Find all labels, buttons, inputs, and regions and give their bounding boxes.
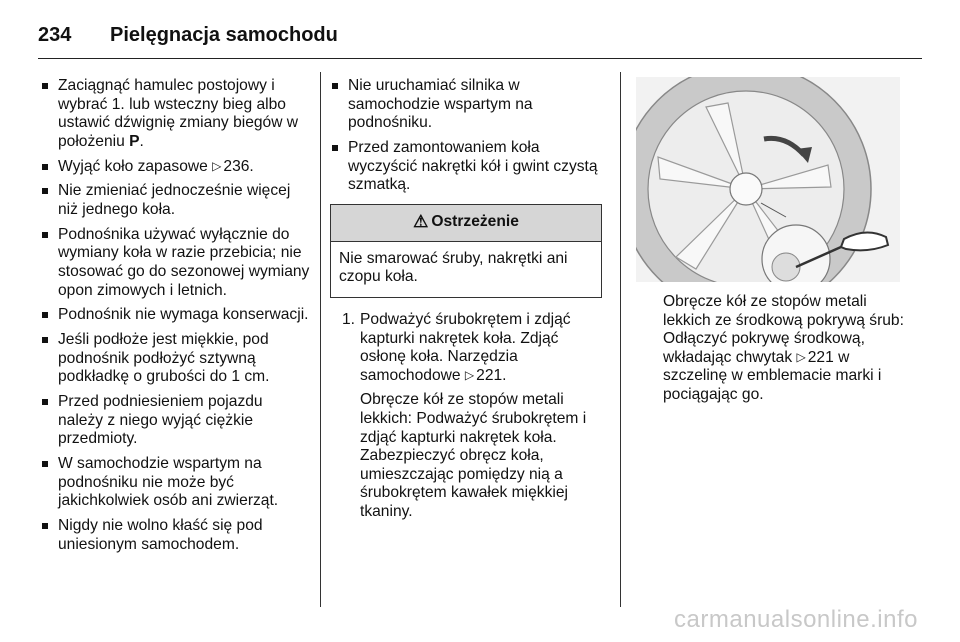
list-item: Podnośnik nie wymaga konserwacji. [40, 306, 310, 325]
figure-caption: Obręcze kół ze stopów metali lekkich ze środkową pokrywą śrub: Odłączyć pokrywę środkową, wkładając chwytak ▷ 221 w szczelinę w emblemacie marki i pociągając go. [663, 293, 904, 403]
warning-body: Nie smarować śruby, nakrętki ani czopu koła. [339, 249, 568, 286]
wheel-illustration [636, 77, 900, 282]
page-reference-link[interactable]: 221 w szczelinę w emblemacie marki i pociągając go. [663, 348, 882, 403]
bullet-icon [332, 145, 338, 151]
list-item: Jeśli podłoże jest miękkie, pod podnośnik podłożyć sztywną podkładkę o grubości do 1 cm. [40, 331, 310, 387]
page-reference-link[interactable]: 221. [476, 366, 507, 384]
warning-triangle-icon: ⚠ [413, 212, 429, 232]
bullet-icon [42, 337, 48, 343]
watermark: carmanualsonline.info [674, 606, 918, 633]
bullet-icon [42, 164, 48, 170]
list-item: Przed podniesieniem pojazdu należy z niego wyjąć ciężkie przedmioty. [40, 393, 310, 449]
column-divider-2 [620, 72, 621, 607]
column-divider-1 [320, 72, 321, 607]
column-1 [40, 77, 310, 560]
reference-arrow-icon: ▷ [212, 158, 222, 173]
column-2 [330, 77, 602, 527]
wheel-cap-removal-drawing [636, 77, 900, 282]
list-item: Podnośnika używać wyłącznie do wymiany koła w razie przebicia; nie stosować go do sezonowej wymiany opon zimowych i letnich. [40, 226, 310, 300]
list-item: Zaciągnąć hamulec postojowy i wybrać 1. lub wsteczny bieg albo ustawić dźwignię zmiany biegów w położeniu P. [40, 77, 310, 151]
reference-arrow-icon: ▷ [796, 349, 806, 364]
warning-header [331, 205, 601, 242]
numbered-step [330, 311, 602, 522]
bullet-icon [42, 232, 48, 238]
bullet-icon [42, 312, 48, 318]
list-item: Przed zamontowaniem koła wyczyścić nakrętki kół i gwint czystą szmatką. [330, 139, 602, 195]
bullet-icon [42, 461, 48, 467]
page-header [38, 20, 338, 50]
page-number: 234 [38, 23, 72, 46]
list-item: Wyjąć koło zapasowe ▷ 236. [40, 158, 310, 177]
bullet-icon [42, 399, 48, 405]
list-item: W samochodzie wspartym na podnośniku nie może być jakichkolwiek osób ani zwierząt. [40, 455, 310, 511]
page-title: Pielęgnacja samochodu [110, 23, 338, 46]
warning-title: Ostrzeżenie [431, 213, 519, 231]
list-item: Nigdy nie wolno kłaść się pod uniesionym samochodem. [40, 517, 310, 554]
list-item: Nie uruchamiać silnika w samochodzie wspartym na podnośniku. [330, 77, 602, 133]
bullet-icon [42, 188, 48, 194]
reference-arrow-icon: ▷ [464, 367, 475, 382]
header-rule [38, 58, 922, 59]
step-note: Obręcze kół ze stopów metali lekkich: Podważyć śrubokrętem i zdjąć kapturki nakrętek koła. Zabezpieczyć obręcz koła, umieszczając pomiędzy nią a śrubokrętem kawałek miękkiej tkaniny. [360, 391, 587, 520]
page-reference-link[interactable]: 236. [223, 157, 254, 175]
warning-box [330, 204, 602, 298]
list-item: Nie zmieniać jednocześnie więcej niż jednego koła. [40, 182, 310, 219]
bullet-icon [42, 83, 48, 89]
step-number: 1. [342, 310, 356, 328]
step-text: Podważyć śrubokrętem i zdjąć kapturki nakrętek koła. Zdjąć osłonę koła. Narzędzia samochodowe ▷ 221. [360, 310, 571, 384]
bullet-icon [42, 523, 48, 529]
bullet-icon [332, 83, 338, 89]
